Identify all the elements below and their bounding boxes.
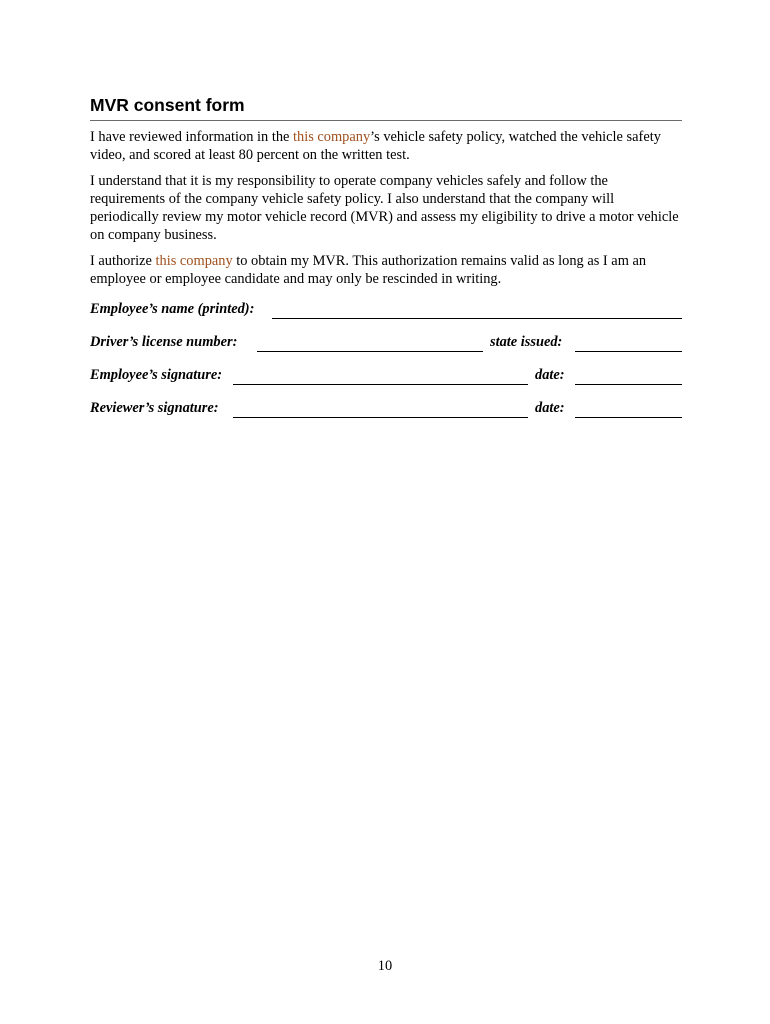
title-divider — [90, 120, 682, 121]
license-row — [90, 333, 682, 353]
employee-name-label: Employee’s name (printed): — [90, 301, 255, 317]
paragraph-text: to obtain my MVR. This authorization remains valid as long as I am an employee or employee candidate and may only be rescinded in writing. — [90, 253, 647, 287]
paragraph-text: ’s vehicle safety policy, watched the vehicle safety video, and scored at least 80 percent on the written test. — [90, 129, 661, 163]
company-name-placeholder[interactable]: this company — [155, 253, 233, 269]
paragraph-text: I have reviewed information in the — [90, 129, 293, 145]
state-issued-label: state issued: — [490, 334, 563, 350]
reviewer-signature-row — [90, 399, 682, 419]
policy-review-paragraph — [90, 128, 682, 164]
license-number-label: Driver’s license number: — [90, 334, 238, 350]
page-number: 10 — [377, 958, 393, 974]
employee-signature-label: Employee’s signature: — [90, 367, 223, 383]
employee-name-field[interactable] — [272, 318, 682, 319]
reviewer-date-field[interactable] — [575, 417, 682, 418]
employee-signature-row — [90, 366, 682, 386]
employee-date-field[interactable] — [575, 384, 682, 385]
responsibility-paragraph: I understand that it is my responsibility to operate company vehicles safely and follow the requirements of the company vehicle safety policy. I also understand that the company will periodically review my motor vehicle record (MVR) and assess my eligibility to drive a motor vehicle on company business. — [90, 173, 679, 243]
company-name-placeholder[interactable]: this company — [293, 129, 371, 145]
employee-signature-field[interactable] — [233, 384, 528, 385]
reviewer-signature-field[interactable] — [233, 417, 528, 418]
state-issued-field[interactable] — [575, 351, 682, 352]
reviewer-signature-label: Reviewer’s signature: — [90, 400, 219, 416]
authorization-paragraph — [90, 252, 682, 288]
form-title: MVR consent form — [90, 95, 245, 115]
paragraph-text: I authorize — [90, 253, 156, 269]
license-number-field[interactable] — [257, 351, 483, 352]
employee-name-row — [90, 300, 682, 320]
employee-date-label: date: — [535, 367, 565, 383]
reviewer-date-label: date: — [535, 400, 565, 416]
